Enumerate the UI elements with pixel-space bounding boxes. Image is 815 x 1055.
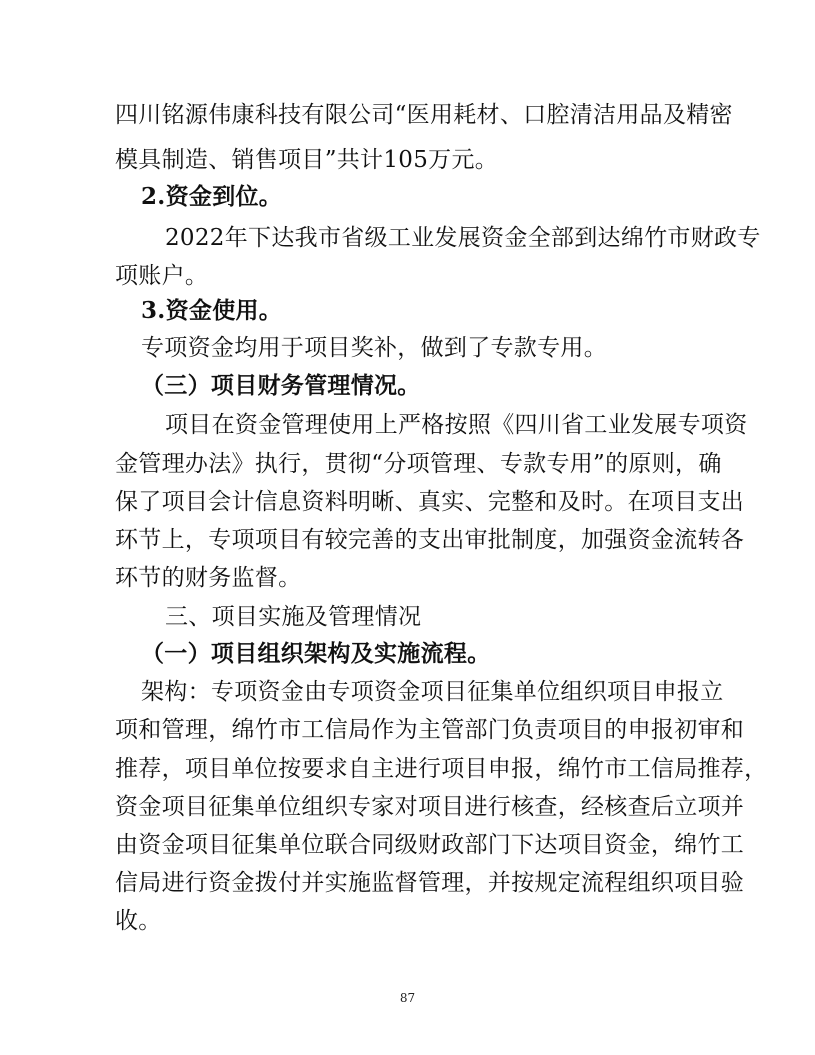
paragraph-line: 项和管理，绵竹市工信局作为主管部门负责项目的申报初审和 (115, 717, 745, 743)
section-heading: 3.资金使用。 (141, 297, 283, 324)
paragraph-line: 由资金项目征集单位联合同级财政部门下达项目资金，绵竹工 (115, 832, 745, 858)
paragraph-line: 环节的财务监督。 (115, 565, 302, 591)
paragraph-line: 收。 (115, 908, 162, 934)
paragraph-line: 环节上，专项项目有较完善的支出审批制度，加强资金流转各 (115, 527, 745, 553)
paragraph-line: 四川铭源伟康科技有限公司“医用耗材、口腔清洁用品及精密 (115, 102, 733, 128)
paragraph-line: 2022年下达我市省级工业发展资金全部到达绵竹市财政专 (165, 225, 761, 251)
paragraph-line: 金管理办法》执行，贯彻“分项管理、专款专用”的原则，确 (115, 451, 722, 477)
section-heading: 三、项目实施及管理情况 (165, 604, 422, 630)
section-heading: （三）项目财务管理情况。 (141, 372, 421, 399)
paragraph-line: 保了项目会计信息资料明晰、真实、完整和及时。在项目支出 (115, 489, 745, 515)
paragraph-line: 专项资金均用于项目奖补，做到了专款专用。 (141, 335, 607, 361)
page-number: 87 (399, 991, 416, 1005)
section-heading: 2.资金到位。 (141, 183, 283, 210)
paragraph-line: 推荐，项目单位按要求自主进行项目申报，绵竹市工信局推荐， (115, 756, 768, 782)
paragraph-line: 项账户。 (115, 263, 209, 289)
paragraph-line: 项目在资金管理使用上严格按照《四川省工业发展专项资 (165, 412, 748, 438)
paragraph-line: 架构：专项资金由专项资金项目征集单位组织项目申报立 (141, 679, 724, 705)
paragraph-line: 资金项目征集单位组织专家对项目进行核查，经核查后立项并 (115, 794, 745, 820)
paragraph-line: 信局进行资金拨付并实施监督管理，并按规定流程组织项目验 (115, 870, 745, 896)
paragraph-line: 模具制造、销售项目”共计105万元。 (115, 147, 499, 173)
section-heading: （一）项目组织架构及实施流程。 (141, 640, 491, 667)
